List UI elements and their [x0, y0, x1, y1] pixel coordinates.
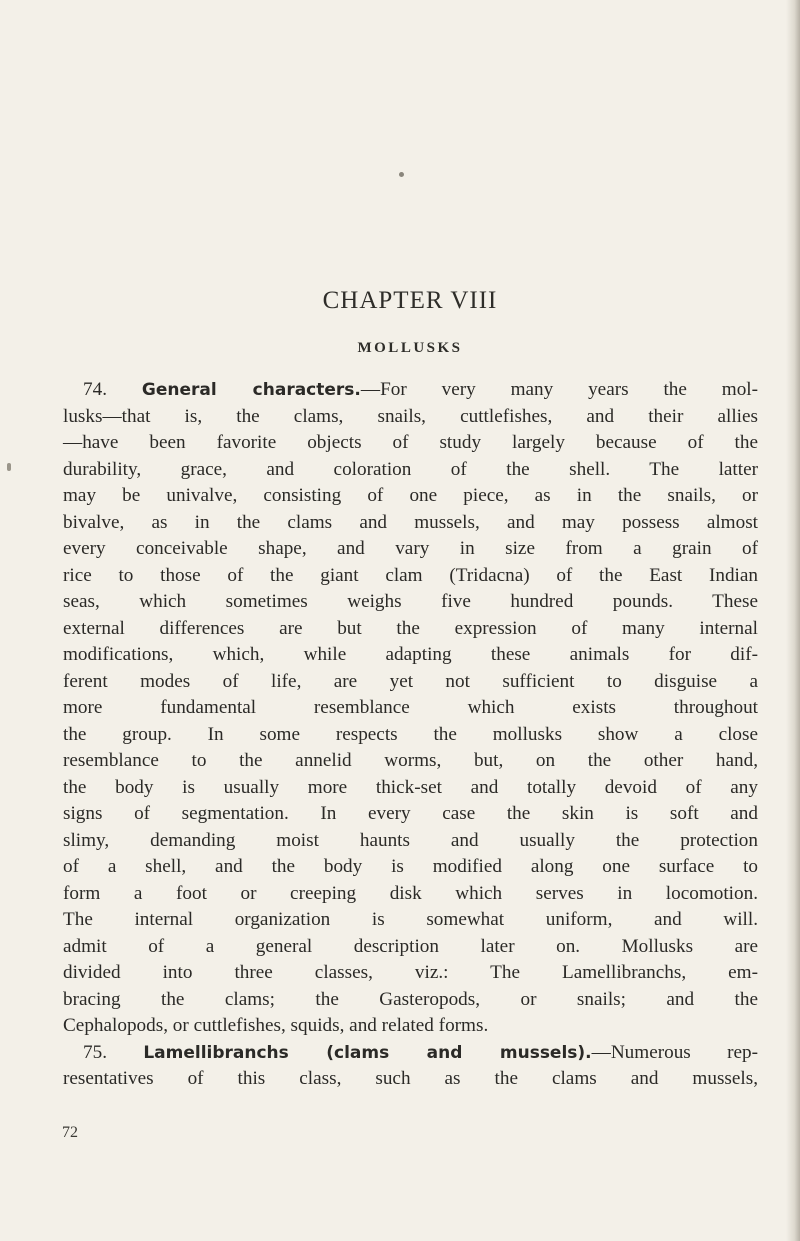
section-75-first-line	[63, 1040, 758, 1067]
section-74-line-3: durability, grace, and coloration of the shell. The latter	[63, 458, 758, 480]
section-74-line-14: resemblance to the annelid worms, but, on the other hand,	[63, 750, 758, 771]
section-74-line-20: The internal organization is somewhat uniform, and will.	[63, 909, 758, 930]
section-74-number: 74.	[83, 379, 107, 400]
section-74-line-8: seas, which sometimes weighs five hundred pounds. These	[63, 591, 758, 612]
section-74-line-21: admit of a general description later on. Mollusks are	[63, 935, 758, 957]
section-74-first-line	[63, 377, 758, 404]
section-75-number: 75.	[83, 1041, 107, 1063]
chapter-heading: CHAPTER VIII	[322, 287, 498, 314]
section-75-heading: Lamellibranchs (clams and mussels).	[143, 1042, 592, 1063]
section-74-line-12: more fundamental resemblance which exists throughout	[63, 697, 758, 718]
print-dot-mark	[399, 172, 404, 177]
chapter-title: MOLLUSKS	[357, 340, 463, 356]
section-74-line-7: rice to those of the giant clam (Tridacna) of the East Indian	[63, 564, 758, 586]
section-74-line-17: slimy, demanding moist haunts and usually the protection	[63, 829, 758, 851]
section-74-line-22: divided into three classes, viz.: The Lamellibranchs, em-	[63, 962, 758, 983]
section-74-line-11: ferent modes of life, are yet not sufficient to disguise a	[63, 670, 758, 692]
section-75-line-1: resentatives of this class, such as the clams and mussels,	[63, 1068, 758, 1089]
body-text	[63, 377, 758, 1093]
section-74-line-18: of a shell, and the body is modified along one surface to	[63, 856, 758, 877]
section-74-line-13: the group. In some respects the mollusks show a close	[63, 723, 758, 745]
section-74-line-4: may be univalve, consisting of one piece, as in the snails, or	[63, 485, 758, 506]
section-74-line-10: modifications, which, while adapting these animals for dif-	[63, 644, 758, 665]
section-74-heading: General characters.	[141, 380, 361, 400]
section-75-line-0: —Numerous rep-	[591, 1041, 758, 1063]
section-74-line-1: lusks—that is, the clams, snails, cuttlefishes, and their allies	[63, 405, 758, 427]
section-74-line-5: bivalve, as in the clams and mussels, and may possess almost	[63, 511, 758, 533]
section-74-line-19: form a foot or creeping disk which serves in locomotion.	[63, 882, 758, 904]
section-74-line-0: —For very many years the mol-	[360, 379, 759, 400]
section-74-line-9: external differences are but the expression of many internal	[63, 617, 758, 639]
page-number: 72	[62, 1124, 78, 1141]
section-74-line-2: —have been favorite objects of study largely because of the	[63, 432, 758, 453]
section-74-line-24: Cephalopods, or cuttlefishes, squids, and related forms.	[63, 1015, 489, 1036]
section-74-line-15: the body is usually more thick-set and totally devoid of any	[63, 776, 758, 798]
section-74-line-23: bracing the clams; the Gasteropods, or snails; and the	[63, 988, 758, 1010]
page-edge-shadow	[786, 0, 800, 1241]
margin-mark	[7, 463, 11, 471]
section-74-line-6: every conceivable shape, and vary in size from a grain of	[63, 538, 758, 559]
section-74-line-16: signs of segmentation. In every case the skin is soft and	[63, 803, 758, 824]
